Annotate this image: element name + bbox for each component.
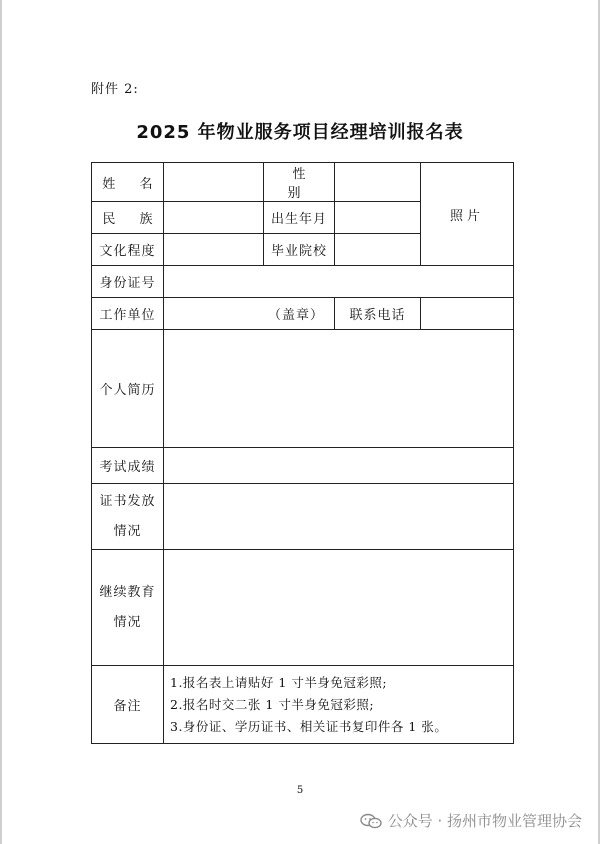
continuing-education-label (92, 550, 164, 666)
ethnicity-field[interactable] (164, 202, 264, 234)
phone-field[interactable] (421, 298, 514, 330)
id-number-field[interactable] (164, 266, 514, 298)
registration-form (91, 162, 514, 744)
birth-label: 出生年月 (264, 202, 335, 234)
education-label: 文化程度 (92, 234, 164, 266)
continuing-education-label-line2: 情况 (113, 614, 142, 630)
resume-field[interactable] (164, 330, 514, 448)
wechat-icon (360, 813, 382, 829)
certificate-label (92, 484, 164, 550)
ethnicity-label: 民 族 (92, 202, 164, 234)
exam-score-label: 考试成绩 (92, 448, 164, 484)
certificate-field[interactable] (164, 484, 514, 550)
id-number-label: 身份证号 (92, 266, 164, 298)
gender-label: 性 别 (264, 163, 335, 202)
watermark (360, 810, 582, 831)
birth-field[interactable] (335, 202, 421, 234)
phone-label: 联系电话 (335, 298, 421, 330)
continuing-education-field[interactable] (164, 550, 514, 666)
certificate-label-line1: 证书发放 (99, 493, 156, 509)
note-item: 2.报名时交二张 1 寸半身免冠彩照; (170, 696, 375, 712)
photo-box[interactable]: 照片 (421, 163, 514, 266)
note-item: 3.身份证、学历证书、相关证书复印件各 1 张。 (170, 718, 448, 734)
notes-label: 备注 (92, 666, 164, 744)
school-field[interactable] (335, 234, 421, 266)
school-label: 毕业院校 (264, 234, 335, 266)
education-field[interactable] (164, 234, 264, 266)
attachment-label: 附件 2: (91, 82, 139, 97)
employer-label: 工作单位 (92, 298, 164, 330)
watermark-text: 公众号 · 扬州市物业管理协会 (387, 812, 582, 830)
note-item: 1.报名表上请贴好 1 寸半身免冠彩照; (170, 674, 388, 690)
name-field[interactable] (164, 163, 264, 202)
page-title: 2025 年物业服务项目经理培训报名表 (136, 122, 464, 143)
gender-field[interactable] (335, 163, 421, 202)
page-number: 5 (296, 785, 304, 796)
employer-field[interactable]: （盖章） (164, 298, 335, 330)
resume-label: 个人简历 (92, 330, 164, 448)
notes-content (164, 666, 514, 744)
certificate-label-line2: 情况 (113, 523, 142, 539)
continuing-education-label-line1: 继续教育 (99, 584, 156, 600)
exam-score-field[interactable] (164, 448, 514, 484)
name-label: 姓 名 (92, 163, 164, 202)
